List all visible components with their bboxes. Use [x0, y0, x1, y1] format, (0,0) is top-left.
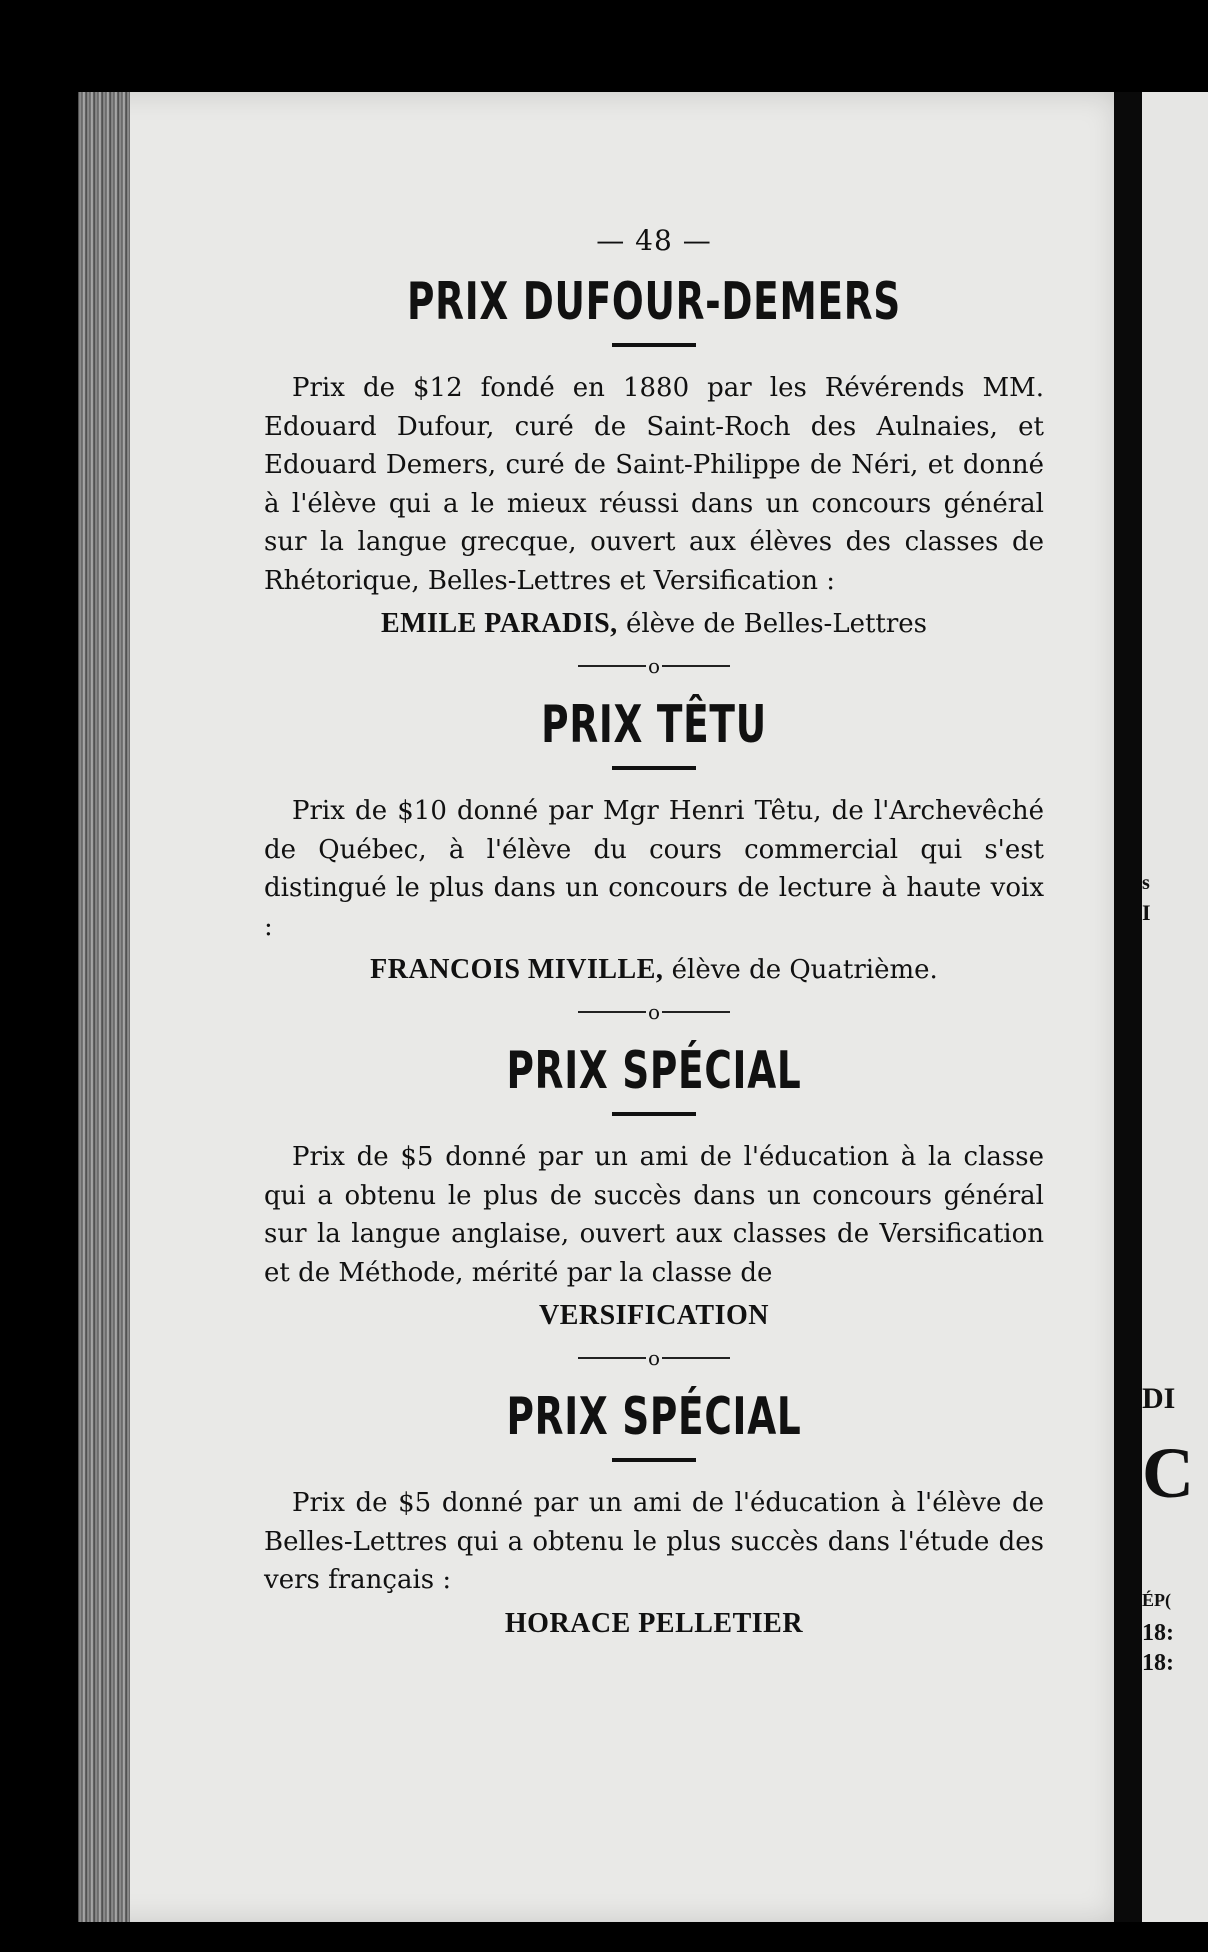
- section-paragraph: Prix de $12 fondé en 1880 par les Révérends MM. Edouard Dufour, curé de Saint-Roch des Aulnaies, et Edouard Demers, curé de Saint-Philippe de Néri, et donné à l'élève qui a le mieux réussi dans un concours général sur la langue grecque, ouvert aux élèves des classes de Rhétorique, Belles-Lettres et Versification :: [264, 373, 1044, 596]
- adjacent-fragment: 18:: [1142, 1650, 1174, 1676]
- title-rule: [612, 1112, 696, 1116]
- section-title: PRIX SPÉCIAL: [506, 1387, 802, 1447]
- page-number: — 48 —: [596, 224, 712, 257]
- title-rule: [612, 343, 696, 347]
- winner-line: [264, 604, 1044, 644]
- winner-class: élève de Quatrième.: [671, 955, 938, 985]
- winner-name: EMILE PARADIS,: [380, 608, 618, 639]
- winner-class: élève de Belles-Lettres: [625, 609, 928, 639]
- adjacent-fragment: I: [1142, 900, 1151, 925]
- winner-line: [264, 1296, 1044, 1336]
- page-gutter: [1114, 92, 1142, 1922]
- section-paragraph: Prix de $5 donné par un ami de l'éducation à la classe qui a obtenu le plus de succès dans un concours général sur la langue anglaise, ouvert aux classes de Versification et de Méthode, mérité par la classe de: [264, 1142, 1044, 1288]
- section-title: PRIX DUFOUR-DEMERS: [406, 272, 901, 332]
- separator: o: [264, 1000, 1044, 1024]
- title-rule: [612, 1458, 696, 1462]
- adjacent-fragment: ÉP(: [1142, 1590, 1171, 1610]
- adjacent-page: [1142, 92, 1208, 1922]
- winner-line: [264, 950, 1044, 990]
- separator: o: [264, 1346, 1044, 1370]
- adjacent-fragment: s: [1142, 872, 1150, 894]
- section-paragraph: Prix de $5 donné par un ami de l'éducation à l'élève de Belles-Lettres qui a obtenu le plus succès dans l'étude des vers français :: [264, 1488, 1044, 1595]
- section-title: PRIX TÊTU: [541, 695, 767, 755]
- winner-name: FRANCOIS MIVILLE,: [370, 954, 664, 985]
- separator: o: [264, 654, 1044, 678]
- page-content: [264, 210, 1044, 1650]
- title-rule: [612, 766, 696, 770]
- section-paragraph: Prix de $10 donné par Mgr Henri Têtu, de l'Archevêché de Québec, à l'élève du cours commercial qui s'est distingué le plus dans un concours de lecture à haute voix :: [264, 796, 1044, 942]
- adjacent-fragment: 18:: [1142, 1620, 1174, 1646]
- section-title: PRIX SPÉCIAL: [506, 1041, 802, 1101]
- winner-name: HORACE PELLETIER: [504, 1607, 804, 1639]
- adjacent-fragment: C: [1142, 1433, 1194, 1513]
- winner-line: [264, 1604, 1044, 1644]
- adjacent-fragment: DI: [1142, 1382, 1176, 1415]
- winner-name: VERSIFICATION: [538, 1300, 770, 1331]
- page-edge: [78, 92, 130, 1922]
